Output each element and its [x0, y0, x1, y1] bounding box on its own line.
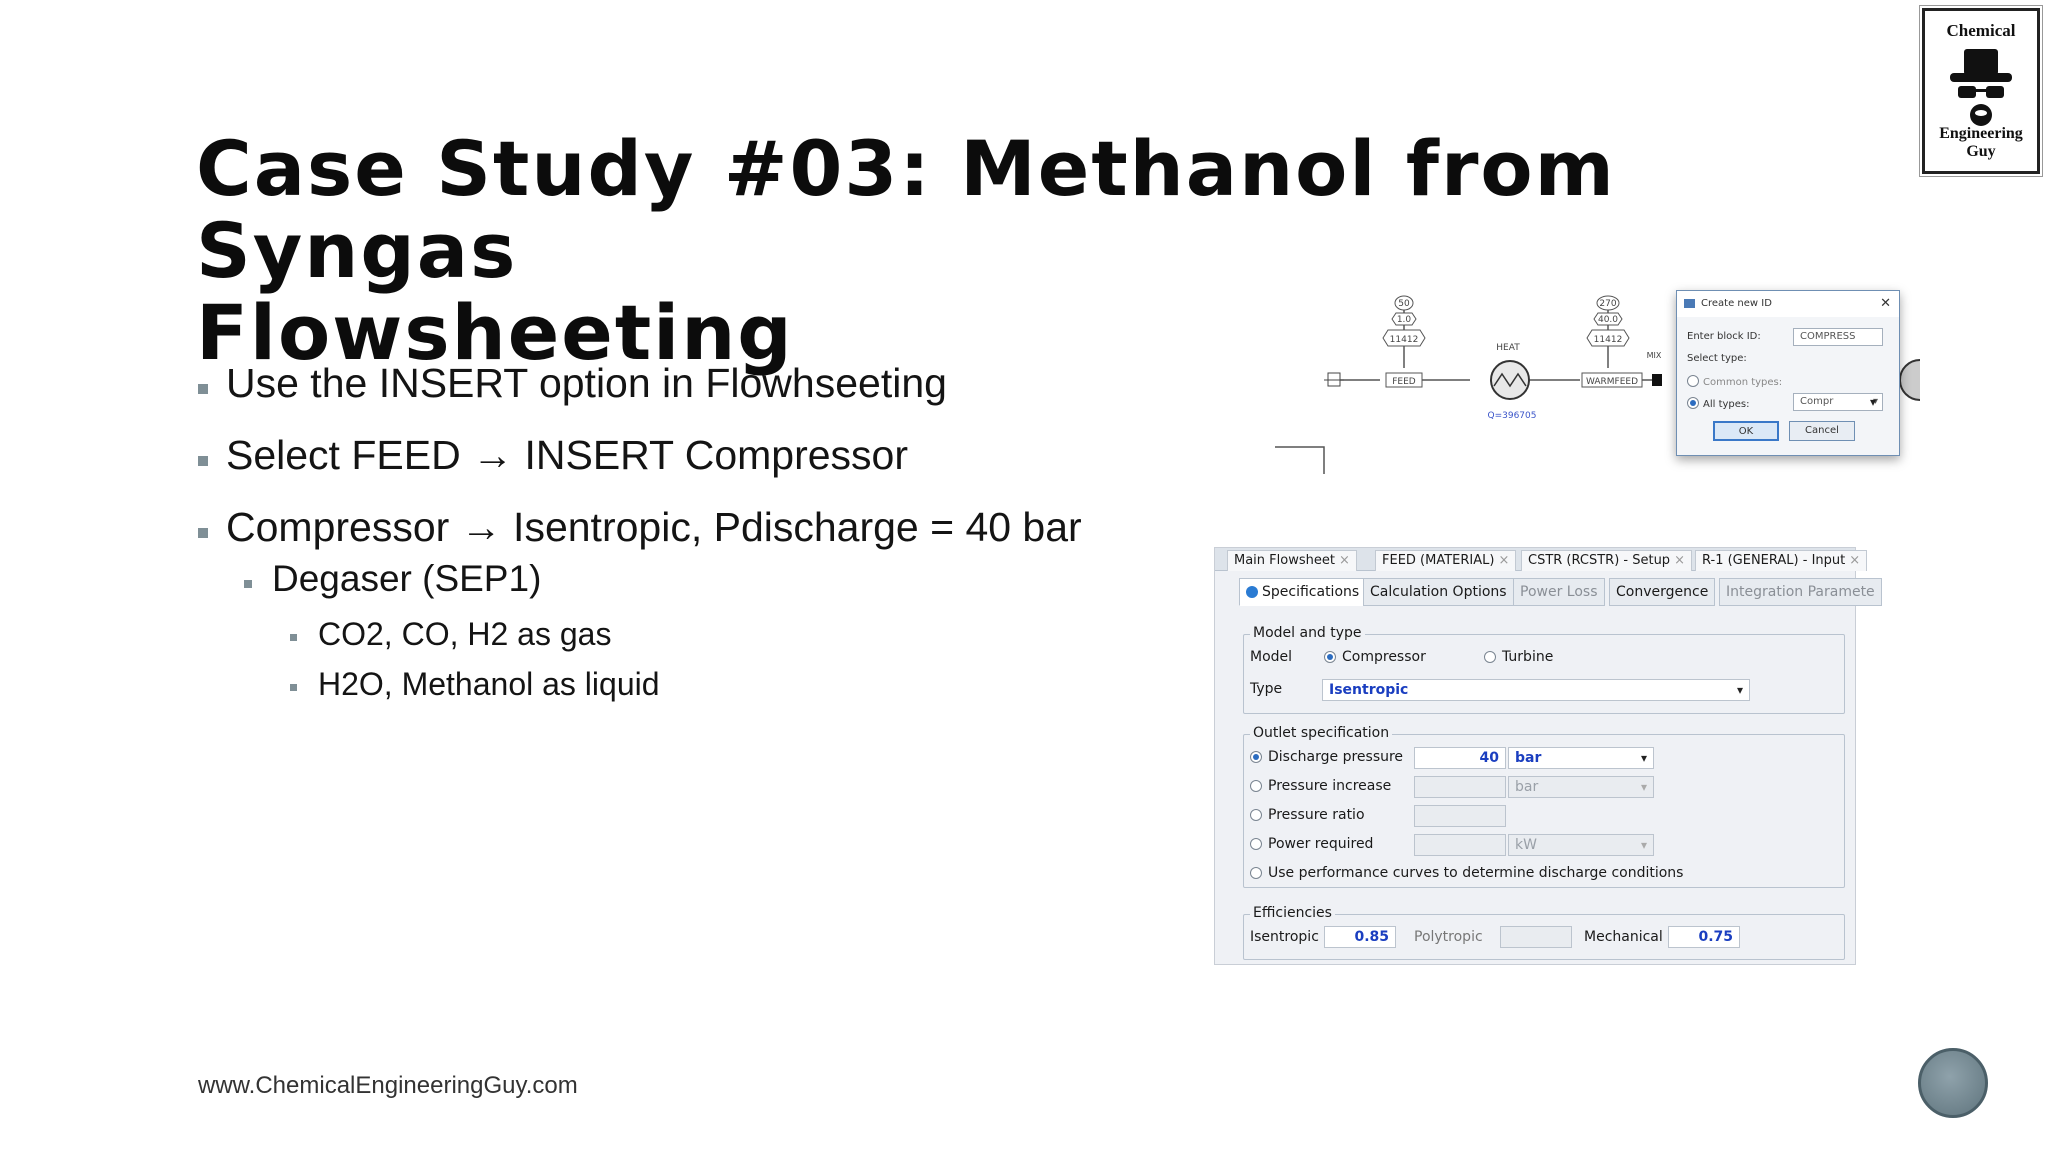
check-icon	[1246, 586, 1258, 598]
all-types-label: All types:	[1703, 399, 1750, 410]
model-type-group	[1243, 625, 1845, 714]
bullet-marker	[290, 684, 297, 691]
tab-label: Convergence	[1616, 584, 1709, 600]
heater-icon	[1491, 361, 1529, 399]
mechanical-label: Mechanical	[1584, 929, 1663, 945]
chevron-down-icon: ▾	[1872, 396, 1878, 407]
common-types-option[interactable]	[1687, 375, 1782, 388]
turbine-radio[interactable]	[1484, 651, 1496, 663]
compressor-label: Compressor	[1342, 649, 1426, 665]
tab-cstr-setup[interactable]	[1521, 550, 1692, 571]
next-block-icon	[1900, 360, 1920, 400]
bullet-marker	[290, 634, 297, 641]
tab-label: FEED (MATERIAL)	[1382, 553, 1495, 568]
performance-curves-radio[interactable]	[1250, 867, 1262, 879]
tab-power-loss[interactable]	[1513, 578, 1605, 606]
tab-main-flowsheet[interactable]	[1227, 550, 1357, 571]
mixer-icon	[1652, 374, 1662, 386]
unit-value: bar	[1515, 779, 1539, 795]
channel-logo	[1922, 8, 2040, 174]
all-types-option[interactable]	[1687, 397, 1750, 410]
unit-value: kW	[1515, 837, 1537, 853]
sub-sub-bullet-2-text: H2O, Methanol as liquid	[318, 666, 660, 702]
type-select[interactable]	[1322, 679, 1750, 701]
close-icon[interactable]: ×	[1338, 553, 1350, 568]
hat-face-icon	[1936, 43, 2026, 133]
bullet-marker	[198, 528, 208, 538]
increase-unit-select[interactable]	[1508, 776, 1654, 798]
type-select[interactable]	[1793, 393, 1883, 411]
power-required-input[interactable]	[1414, 834, 1506, 856]
tab-specifications[interactable]	[1239, 578, 1366, 606]
pressure-increase-radio[interactable]	[1250, 780, 1262, 792]
group-title: Efficiencies	[1250, 905, 1335, 921]
discharge-pressure-input[interactable]: 40	[1414, 747, 1506, 769]
document-tabs	[1215, 548, 1861, 571]
tab-calculation-options[interactable]	[1363, 578, 1514, 606]
tab-r1-input[interactable]	[1695, 550, 1867, 571]
feed-tag-2: 1.0	[1396, 315, 1412, 325]
select-type-label: Select type:	[1687, 353, 1747, 364]
block-id-input[interactable]: COMPRESS	[1793, 328, 1883, 346]
all-types-radio[interactable]	[1687, 397, 1699, 409]
tab-label: Power Loss	[1520, 584, 1598, 600]
sub-sub-bullet-1-text: CO2, CO, H2 as gas	[318, 616, 612, 652]
common-types-radio[interactable]	[1687, 375, 1699, 387]
bullet-marker	[198, 384, 208, 394]
bullet-1-text: Use the INSERT option in Flowhseeting	[226, 360, 947, 406]
heat-label: HEAT	[1496, 343, 1520, 353]
type-label: Type	[1250, 681, 1283, 697]
discharge-unit-select[interactable]	[1508, 747, 1654, 769]
sub-bullet-text: Degaser (SEP1)	[272, 558, 542, 599]
feed-tag-3: 11412	[1389, 335, 1419, 345]
efficiencies-group	[1243, 905, 1845, 960]
tab-convergence[interactable]	[1609, 578, 1715, 606]
create-id-dialog	[1676, 290, 1900, 456]
unit-value: bar	[1515, 750, 1542, 766]
power-unit-select[interactable]	[1508, 834, 1654, 856]
polytropic-efficiency-input[interactable]	[1500, 926, 1572, 948]
pressure-ratio-radio[interactable]	[1250, 809, 1262, 821]
warm-tag-1: 270	[1599, 299, 1617, 309]
footer-url: www.ChemicalEngineeringGuy.com	[198, 1072, 578, 1099]
warm-tag-2: 40.0	[1597, 315, 1619, 325]
tab-label: CSTR (RCSTR) - Setup	[1528, 553, 1671, 568]
tab-label: Specifications	[1262, 584, 1360, 600]
bullet-marker	[244, 580, 252, 588]
outlet-spec-group	[1243, 725, 1845, 888]
power-required-label: Power required	[1268, 836, 1374, 852]
logo-text-top: Chemical	[1946, 21, 2016, 40]
polytropic-label: Polytropic	[1414, 929, 1483, 945]
dialog-app-icon	[1684, 299, 1695, 308]
title-line-2: Flowsheeting	[196, 288, 794, 377]
pressure-increase-input[interactable]	[1414, 776, 1506, 798]
common-types-label: Common types:	[1703, 377, 1783, 388]
dialog-header	[1677, 291, 1899, 317]
feed-stream-label: FEED	[1392, 377, 1416, 387]
compressor-spec-panel	[1214, 547, 1875, 965]
tab-label: Calculation Options	[1370, 584, 1507, 600]
slide-nav-button[interactable]	[1918, 1048, 1988, 1118]
cancel-button[interactable]: Cancel	[1789, 421, 1855, 441]
close-icon[interactable]: ×	[1498, 553, 1510, 568]
isentropic-efficiency-input[interactable]: 0.85	[1324, 926, 1396, 948]
model-label: Model	[1250, 649, 1293, 665]
close-icon[interactable]: ×	[1849, 553, 1861, 568]
bullet-2-text: Select FEED → INSERT Compressor	[226, 432, 909, 478]
power-required-radio[interactable]	[1250, 838, 1262, 850]
turbine-label: Turbine	[1502, 649, 1554, 665]
discharge-pressure-label: Discharge pressure	[1268, 749, 1404, 765]
compressor-radio[interactable]	[1324, 651, 1336, 663]
ok-button[interactable]: OK	[1713, 421, 1779, 441]
tab-integration-parameters[interactable]	[1719, 578, 1882, 606]
mechanical-efficiency-input[interactable]: 0.75	[1668, 926, 1740, 948]
close-icon[interactable]: ×	[1674, 553, 1685, 568]
feed-source-icon	[1324, 373, 1344, 386]
pressure-ratio-label: Pressure ratio	[1268, 807, 1365, 823]
tab-label: Main Flowsheet	[1234, 553, 1335, 568]
tab-label: R-1 (GENERAL) - Input	[1702, 553, 1846, 568]
warm-tag-3: 11412	[1593, 335, 1623, 345]
enter-id-label: Enter block ID:	[1687, 331, 1761, 342]
pressure-ratio-input[interactable]	[1414, 805, 1506, 827]
discharge-pressure-radio[interactable]	[1250, 751, 1262, 763]
dialog-title: Create new ID	[1701, 298, 1772, 309]
group-title: Outlet specification	[1250, 725, 1392, 741]
close-icon[interactable]: ✕	[1880, 296, 1891, 311]
tab-feed-material[interactable]	[1375, 550, 1516, 571]
type-select-value: Compr	[1800, 396, 1834, 407]
performance-curves-label: Use performance curves to determine discharge conditions	[1268, 865, 1684, 881]
mix-label: MIX	[1646, 351, 1662, 360]
pressure-increase-label: Pressure increase	[1268, 778, 1392, 794]
warmfeed-stream-label: WARMFEED	[1585, 377, 1639, 387]
bullet-marker	[198, 456, 208, 466]
logo-text-bottom: Engineering Guy	[1939, 125, 2023, 160]
duty-label: Q=396705	[1487, 411, 1537, 421]
feed-tag-1: 50	[1398, 299, 1410, 309]
isentropic-label: Isentropic	[1250, 929, 1319, 945]
title-line-1: Case Study #03: Methanol from Syngas	[196, 124, 1616, 295]
bullet-3-text: Compressor → Isentropic, Pdischarge = 40 bar	[226, 504, 1082, 550]
type-value: Isentropic	[1329, 682, 1409, 698]
group-title: Model and type	[1250, 625, 1365, 641]
tab-label: Integration Paramete	[1726, 584, 1875, 600]
